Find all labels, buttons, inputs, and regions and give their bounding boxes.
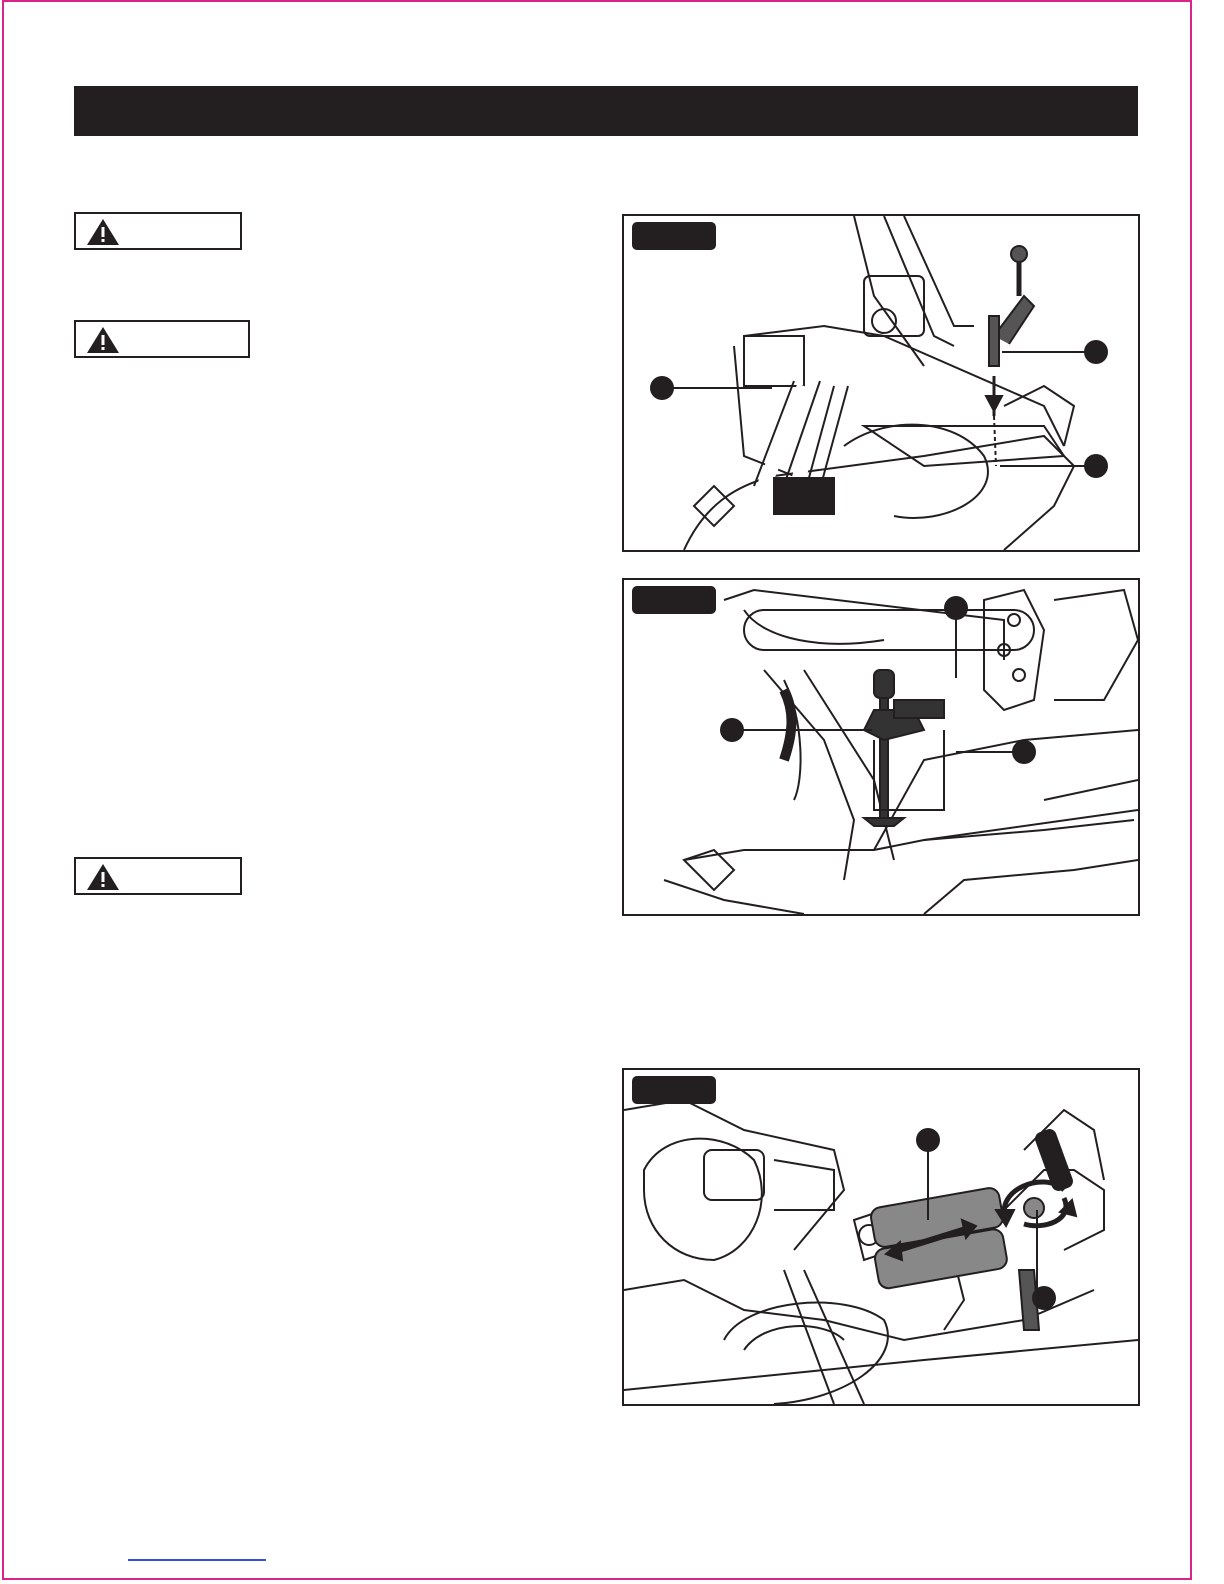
footer-link-underline[interactable] — [128, 1559, 266, 1561]
figure-2-leader-3 — [956, 751, 1014, 753]
warning-box-2 — [74, 320, 250, 358]
figure-2-callout-3 — [1012, 740, 1036, 764]
figure-2-illustration — [624, 580, 1138, 914]
figure-2-callout-2 — [720, 718, 744, 742]
figure-3-illustration — [624, 1070, 1138, 1404]
figure-3-leader-2 — [1036, 1210, 1038, 1290]
figure-3-leader-1 — [927, 1150, 929, 1220]
figure-1-leader-3 — [1000, 465, 1086, 467]
warning-triangle-icon — [86, 863, 120, 891]
warning-box-3 — [74, 857, 242, 895]
figure-1 — [622, 214, 1140, 552]
warning-triangle-icon — [86, 326, 120, 354]
warning-box-1 — [74, 212, 242, 250]
section-header-bar — [74, 86, 1138, 136]
figure-2-leader-2 — [742, 729, 872, 731]
figure-2-leader-1 — [955, 618, 957, 678]
figure-1-leader-1 — [672, 387, 772, 389]
figure-1-leader-2 — [1002, 351, 1086, 353]
figure-1-illustration — [624, 216, 1138, 550]
figure-2 — [622, 578, 1140, 916]
figure-3-callout-1 — [916, 1128, 940, 1152]
warning-triangle-icon — [86, 218, 120, 246]
figure-1-callout-1 — [650, 376, 674, 400]
figure-1-callout-2 — [1084, 340, 1108, 364]
figure-2-callout-1 — [944, 596, 968, 620]
figure-3 — [622, 1068, 1140, 1406]
figure-1-callout-3 — [1084, 454, 1108, 478]
